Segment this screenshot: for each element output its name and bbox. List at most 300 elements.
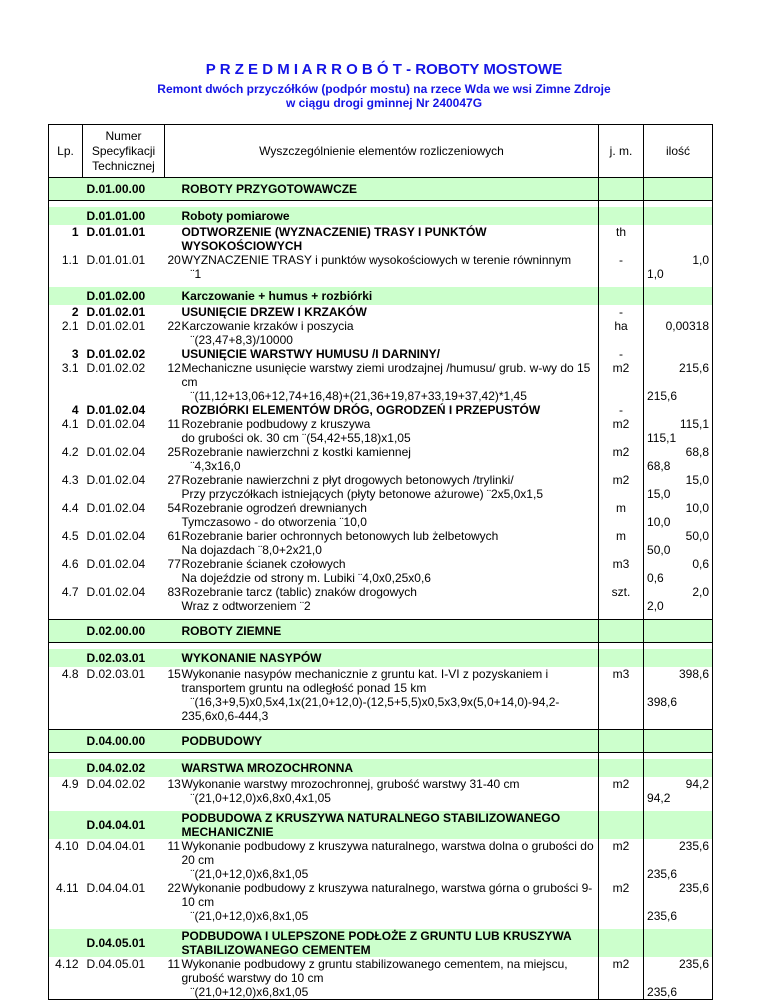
row-description: WARSTWA MROZOCHRONNA <box>179 759 599 777</box>
row-description: cm <box>181 375 198 389</box>
row-description: ¨(21,0+12,0)x6,8x0,4x1,05 <box>190 791 331 805</box>
row-unit <box>599 239 644 253</box>
row-unit: ha <box>599 319 644 333</box>
row-unit: m2 <box>599 839 644 853</box>
row-unit <box>599 389 644 403</box>
row-spec-number: D.01.02.01 <box>86 305 146 319</box>
table-row <box>49 305 713 319</box>
table-row <box>49 709 713 723</box>
row-description: Wykonanie podbudowy z gruntu stabilizowanego cementem, na miejscu, <box>181 957 568 971</box>
row-item-no: 11 <box>167 957 180 971</box>
row-item-no <box>165 459 179 473</box>
table-header-row <box>49 125 713 178</box>
row-description: ¨(21,0+12,0)x6,8x1,05 <box>179 985 599 1000</box>
row-qty <box>644 305 713 319</box>
row-lp <box>49 929 83 957</box>
row-description-line: PODBUDOWA I ULEPSZONE PODŁOŻE Z GRUNTU LUB KRUSZYWA <box>181 929 572 943</box>
row-spec-number: D.01.02.04 <box>86 445 146 459</box>
table-row <box>49 909 713 923</box>
row-description: transportem gruntu na odległość ponad 15 km <box>181 681 427 695</box>
row-lp <box>49 681 83 695</box>
row-lp <box>49 333 83 347</box>
table-row <box>49 777 713 791</box>
row-lp: 3.1 <box>49 361 83 375</box>
row-lp <box>49 515 83 529</box>
row-qty: 50,0 <box>644 543 713 557</box>
row-item-no <box>165 239 179 253</box>
row-spec-number <box>83 431 165 445</box>
row-spec-number <box>83 459 165 473</box>
table-row <box>49 759 713 777</box>
row-unit: m2 <box>599 881 644 895</box>
table-row <box>49 971 713 985</box>
row-unit: m <box>599 501 644 515</box>
table-row <box>49 667 713 681</box>
row-spec-number <box>83 895 165 909</box>
table-row <box>49 239 713 253</box>
table-row <box>49 543 713 557</box>
row-unit <box>599 571 644 585</box>
row-lp: 4.7 <box>49 585 83 599</box>
row-spec-number: D.01.01.01 <box>86 253 146 267</box>
row-qty: 1,0 <box>644 253 713 267</box>
row-item-no <box>165 681 179 695</box>
row-unit <box>599 515 644 529</box>
row-lp: 2.1 <box>49 319 83 333</box>
table-row <box>49 585 713 599</box>
row-spec-number: D.01.02.04 <box>86 585 146 599</box>
row-description: Rozebranie barier ochronnych betonowych lub żelbetowych <box>181 529 499 543</box>
row-description: ¨(11,12+13,06+12,74+16,48)+(21,36+19,87+33,19+37,42)*1,45 <box>190 389 527 403</box>
row-item-no <box>165 487 179 501</box>
subtitle-line-1: Remont dwóch przyczółków (podpór mostu) na rzece Wda we wsi Zimne Zdroje <box>157 82 611 96</box>
row-qty <box>644 620 713 643</box>
row-unit <box>599 620 644 643</box>
row-unit: m2 <box>599 957 644 971</box>
row-spec-number <box>83 971 165 985</box>
row-unit <box>599 649 644 667</box>
row-unit: th <box>599 225 644 239</box>
row-lp <box>49 759 83 777</box>
row-lp <box>49 431 83 445</box>
row-spec-number: D.04.00.00 <box>83 730 165 753</box>
row-lp <box>49 543 83 557</box>
row-qty <box>644 207 713 225</box>
table-row <box>49 403 713 417</box>
row-lp: 4.8 <box>49 667 83 681</box>
row-qty: 235,6 <box>644 909 713 923</box>
row-item-no <box>165 985 179 1000</box>
subtitle-line-2: w ciągu drogi gminnej Nr 240047G <box>285 96 483 110</box>
header-spec: Numer Specyfikacji Technicznej <box>83 125 165 178</box>
row-qty <box>644 375 713 389</box>
row-unit: - <box>599 403 644 417</box>
table-row <box>49 649 713 667</box>
table-row <box>49 375 713 389</box>
row-item-no: 54 <box>167 501 181 515</box>
row-qty <box>644 333 713 347</box>
row-item-no <box>165 571 179 585</box>
row-spec-number: D.02.00.00 <box>83 620 165 643</box>
row-spec-number: D.04.04.01 <box>86 881 146 895</box>
row-unit: m3 <box>599 667 644 681</box>
row-unit <box>599 695 644 709</box>
row-qty: 15,0 <box>644 487 713 501</box>
row-spec-number: D.01.02.04 <box>86 557 146 571</box>
row-qty: 235,6 <box>644 839 713 853</box>
row-lp <box>49 867 83 881</box>
row-unit <box>599 333 644 347</box>
row-description: ¨(21,0+12,0)x6,8x1,05 <box>190 867 309 881</box>
table-row <box>49 389 713 403</box>
row-spec-number <box>83 695 165 709</box>
row-qty: 2,0 <box>644 585 713 599</box>
row-unit: m2 <box>599 445 644 459</box>
row-description: Roboty pomiarowe <box>179 207 599 225</box>
row-unit <box>599 909 644 923</box>
row-qty: 94,2 <box>644 777 713 791</box>
table-row <box>49 361 713 375</box>
row-lp <box>49 389 83 403</box>
row-qty <box>644 853 713 867</box>
row-unit <box>599 287 644 305</box>
row-lp: 4.2 <box>49 445 83 459</box>
header-desc: Wyszczególnienie elementów rozliczeniowych <box>165 125 599 178</box>
row-spec-number <box>83 515 165 529</box>
row-item-no <box>165 695 179 709</box>
table-row <box>49 681 713 695</box>
row-spec-number: D.01.02.02 <box>86 347 146 361</box>
row-lp: 4 <box>49 403 83 417</box>
row-spec-number: D.02.03.01 <box>83 649 165 667</box>
row-item-no: 25 <box>167 445 181 459</box>
row-description: Przy przyczółkach istniejących (płyty betonowe ażurowe) ¨2x5,0x1,5 <box>181 487 543 501</box>
row-item-no <box>165 305 179 319</box>
row-spec-number <box>83 599 165 613</box>
table-row <box>49 929 713 957</box>
row-item-no <box>165 709 179 723</box>
row-spec-number: D.04.04.01 <box>86 839 146 853</box>
row-unit: m3 <box>599 557 644 571</box>
row-qty: 398,6 <box>644 667 713 681</box>
row-unit <box>599 971 644 985</box>
row-unit <box>599 709 644 723</box>
row-qty <box>644 178 713 201</box>
row-qty: 235,6 <box>644 867 713 881</box>
table-body <box>49 178 713 1000</box>
row-spec-number <box>83 375 165 389</box>
row-description: ¨(21,0+12,0)x6,8x1,05 <box>190 909 309 923</box>
row-spec-number: D.01.02.04 <box>86 417 146 431</box>
row-lp <box>49 375 83 389</box>
row-qty <box>644 709 713 723</box>
row-unit <box>599 759 644 777</box>
row-lp <box>49 730 83 753</box>
row-item-no <box>165 895 179 909</box>
row-qty <box>644 730 713 753</box>
row-lp <box>49 599 83 613</box>
row-qty: 68,8 <box>644 445 713 459</box>
table-row <box>49 571 713 585</box>
row-item-no <box>165 431 179 445</box>
row-spec-number: D.01.01.00 <box>83 207 165 225</box>
row-description: WYZNACZENIE TRASY i punktów wysokościowych w terenie równinnym <box>181 253 572 267</box>
row-description <box>179 811 599 839</box>
row-unit <box>599 178 644 201</box>
row-lp <box>49 709 83 723</box>
row-description: Mechaniczne usunięcie warstwy ziemi urodzajnej /humusu/ grub. w-wy do 15 <box>181 361 591 375</box>
row-description: Rozebranie nawierzchni z płyt drogowych betonowych /trylinki/ <box>181 473 514 487</box>
row-description: 10 cm <box>181 895 215 909</box>
row-lp: 1 <box>49 225 83 239</box>
row-unit: - <box>599 305 644 319</box>
row-item-no <box>165 543 179 557</box>
row-lp <box>49 239 83 253</box>
row-spec-number <box>83 909 165 923</box>
row-lp: 3 <box>49 347 83 361</box>
row-item-no <box>165 403 179 417</box>
row-unit: szt. <box>599 585 644 599</box>
row-spec-number <box>83 791 165 805</box>
row-lp <box>49 895 83 909</box>
row-item-no <box>165 225 179 239</box>
header-unit: j. m. <box>599 125 644 178</box>
row-spec-number <box>83 543 165 557</box>
table-row <box>49 333 713 347</box>
table-row <box>49 599 713 613</box>
row-qty: 398,6 <box>644 695 713 709</box>
row-description: Na dojazdach ¨8,0+2x21,0 <box>181 543 322 557</box>
row-description: Rozebranie podbudowy z kruszywa <box>181 417 371 431</box>
row-item-no <box>165 867 179 881</box>
row-unit: m2 <box>599 473 644 487</box>
row-spec-number: D.01.02.04 <box>86 529 146 543</box>
row-lp: 4.5 <box>49 529 83 543</box>
row-unit <box>599 895 644 909</box>
row-qty <box>644 239 713 253</box>
row-description: ¨(23,47+8,3)/10000 <box>190 333 293 347</box>
table-row <box>49 473 713 487</box>
row-lp <box>49 971 83 985</box>
row-spec-number <box>83 333 165 347</box>
row-spec-number: D.01.02.01 <box>86 319 146 333</box>
row-lp: 4.9 <box>49 777 83 791</box>
row-spec-number: D.01.00.00 <box>83 178 165 201</box>
page-title: P R Z E D M I A R R O B Ó T - ROBOTY MOSTOWE <box>205 61 563 78</box>
row-unit <box>599 929 644 957</box>
row-unit: - <box>599 253 644 267</box>
row-qty: 68,8 <box>644 459 713 473</box>
row-unit <box>599 867 644 881</box>
row-qty <box>644 759 713 777</box>
row-lp <box>49 487 83 501</box>
row-item-no <box>165 909 179 923</box>
row-lp <box>49 791 83 805</box>
table-row <box>49 811 713 839</box>
row-description: Karczowanie + humus + rozbiórki <box>179 287 599 305</box>
row-spec-number: D.01.02.02 <box>86 361 146 375</box>
table-row <box>49 253 713 267</box>
row-unit: m <box>599 529 644 543</box>
row-item-no <box>165 759 179 777</box>
row-item-no: 20 <box>167 253 181 267</box>
row-description: USUNIĘCIE WARSTWY HUMUSU /I DARNINY/ <box>181 347 440 361</box>
row-qty <box>644 347 713 361</box>
row-spec-number: D.01.02.04 <box>86 403 146 417</box>
table-row <box>49 445 713 459</box>
row-spec-number: D.04.04.01 <box>83 811 165 839</box>
row-qty: 235,6 <box>644 957 713 971</box>
row-item-no <box>165 515 179 529</box>
row-item-no: 77 <box>167 557 181 571</box>
row-unit <box>599 375 644 389</box>
row-description-line: PODBUDOWA Z KRUSZYWA NATURALNEGO STABILIZOWANEGO <box>181 811 561 825</box>
row-description: Rozebranie ogrodzeń drewnianych <box>181 501 367 515</box>
row-description: Wraz z odtworzeniem ¨2 <box>181 599 311 613</box>
row-qty <box>644 681 713 695</box>
row-item-no <box>165 929 179 957</box>
row-qty: 215,6 <box>644 389 713 403</box>
row-lp: 2 <box>49 305 83 319</box>
table-row <box>49 730 713 753</box>
row-item-no: 27 <box>167 473 181 487</box>
row-qty: 0,6 <box>644 557 713 571</box>
row-description: ¨(16,3+9,5)x0,5x4,1x(21,0+12,0)-(12,5+5,5)x0,5x3,9x(5,0+14,0)-94,2- <box>190 695 560 709</box>
row-description: Karczowanie krzaków i poszycia <box>181 319 354 333</box>
row-description-line: MECHANICZNIE <box>181 825 274 839</box>
table-row <box>49 501 713 515</box>
row-description: ¨4,3x16,0 <box>190 459 241 473</box>
row-lp <box>49 695 83 709</box>
row-item-no <box>165 971 179 985</box>
row-lp <box>49 571 83 585</box>
row-spec-number <box>83 571 165 585</box>
row-unit <box>599 985 644 1000</box>
table-row <box>49 895 713 909</box>
row-spec-number: D.01.02.04 <box>86 501 146 515</box>
row-item-no <box>165 347 179 361</box>
row-description: do grubości ok. 30 cm ¨(54,42+55,18)x1,05 <box>181 431 411 445</box>
row-description: WYSOKOŚCIOWYCH <box>181 239 303 253</box>
row-item-no <box>165 649 179 667</box>
row-lp: 4.4 <box>49 501 83 515</box>
row-item-no <box>165 599 179 613</box>
row-item-no: 11 <box>167 417 180 431</box>
row-spec-number <box>83 853 165 867</box>
row-description: 20 cm <box>181 853 215 867</box>
row-unit: m2 <box>599 777 644 791</box>
row-qty <box>644 929 713 957</box>
table-row <box>49 431 713 445</box>
table-row <box>49 319 713 333</box>
table-row <box>49 853 713 867</box>
row-unit <box>599 853 644 867</box>
table-row <box>49 529 713 543</box>
row-description-line: STABILIZOWANEGO CEMENTEM <box>181 943 371 957</box>
row-description: WYKONANIE NASYPÓW <box>179 649 599 667</box>
row-lp <box>49 811 83 839</box>
row-qty: 2,0 <box>644 599 713 613</box>
row-description: Na dojeździe od strony m. Lubiki ¨4,0x0,25x0,6 <box>181 571 431 585</box>
row-qty: 235,6 <box>644 881 713 895</box>
row-spec-number: D.04.02.02 <box>86 777 146 791</box>
table-row <box>49 957 713 971</box>
row-unit <box>599 681 644 695</box>
row-description: grubość warstwy do 10 cm <box>181 971 324 985</box>
row-item-no <box>165 853 179 867</box>
row-spec-number: D.02.03.01 <box>86 667 146 681</box>
row-unit <box>599 730 644 753</box>
row-qty <box>644 811 713 839</box>
row-item-no: 12 <box>167 361 181 375</box>
row-unit <box>599 599 644 613</box>
row-spec-number <box>83 267 165 281</box>
table-row <box>49 207 713 225</box>
row-unit <box>599 431 644 445</box>
row-spec-number <box>83 239 165 253</box>
row-spec-number: D.01.02.04 <box>86 473 146 487</box>
row-unit <box>599 487 644 501</box>
table-row <box>49 867 713 881</box>
row-unit <box>599 811 644 839</box>
row-lp <box>49 459 83 473</box>
row-spec-number <box>83 867 165 881</box>
row-qty: 50,0 <box>644 529 713 543</box>
row-qty <box>644 971 713 985</box>
table-row <box>49 459 713 473</box>
row-qty <box>644 287 713 305</box>
row-lp: 4.12 <box>49 957 83 971</box>
row-item-no <box>165 791 179 805</box>
table-row <box>49 791 713 805</box>
row-description: Rozebranie ścianek czołowych <box>181 557 346 571</box>
row-lp: 4.10 <box>49 839 83 853</box>
row-qty: 15,0 <box>644 473 713 487</box>
row-lp: 4.11 <box>49 881 83 895</box>
row-description: Wykonanie warstwy mrozochronnej, grubość warstwy 31-40 cm <box>181 777 520 791</box>
row-spec-number <box>83 681 165 695</box>
row-lp <box>49 909 83 923</box>
row-qty <box>644 225 713 239</box>
row-qty <box>644 649 713 667</box>
row-item-no <box>165 730 179 753</box>
row-unit <box>599 267 644 281</box>
row-lp <box>49 287 83 305</box>
row-description: PODBUDOWY <box>179 730 599 753</box>
table-row <box>49 839 713 853</box>
row-description: Rozebranie tarcz (tablic) znaków drogowych <box>181 585 417 599</box>
row-qty: 115,1 <box>644 417 713 431</box>
table-row <box>49 557 713 571</box>
row-qty: 10,0 <box>644 515 713 529</box>
row-qty: 0,00318 <box>644 319 713 333</box>
row-qty: 115,1 <box>644 431 713 445</box>
bill-of-quantities-table <box>48 124 713 1000</box>
row-item-no <box>165 207 179 225</box>
row-spec-number: D.04.02.02 <box>83 759 165 777</box>
row-item-no: 11 <box>167 839 180 853</box>
row-qty: 94,2 <box>644 791 713 805</box>
row-lp: 4.6 <box>49 557 83 571</box>
row-qty <box>644 895 713 909</box>
row-item-no: 22 <box>167 881 181 895</box>
row-unit <box>599 543 644 557</box>
row-qty: 0,6 <box>644 571 713 585</box>
table-row <box>49 287 713 305</box>
row-description: ¨1 <box>190 267 202 281</box>
row-unit: m2 <box>599 417 644 431</box>
row-qty: 10,0 <box>644 501 713 515</box>
